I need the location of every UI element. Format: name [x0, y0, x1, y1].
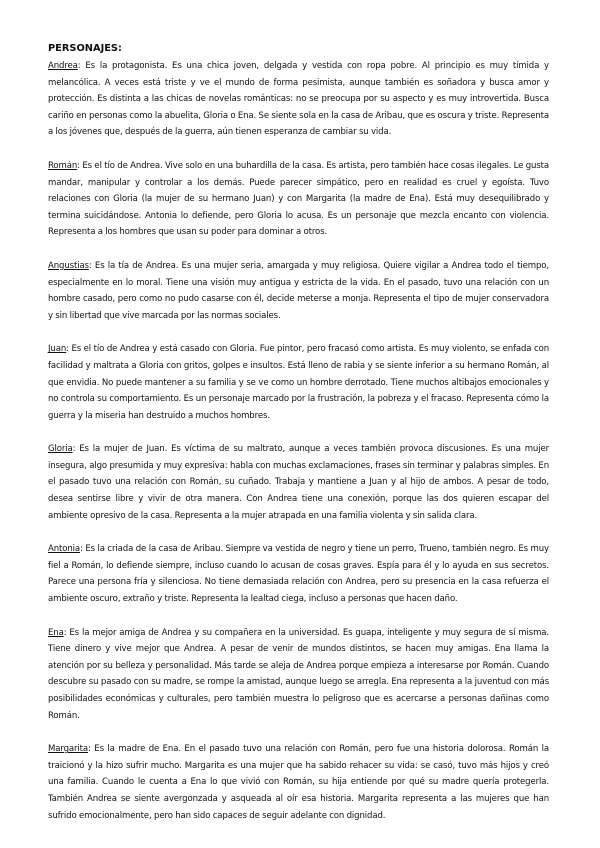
- character-description: : Es la criada de la casa de Aribau. Siempre va vestida de negro y tiene un perro, Trueno, también negro. Es muy fiel a Román, lo defiende siempre, incluso cuando lo acusan de cosas graves. Espía para él y lo ayuda en sus secretos. Parece una persona fría y silenciosa. No tiene demasiada relación con Andrea, pero su presencia en la casa refuerza el ambiente oscuro, extraño y triste. Representa la lealtad ciega, incluso a personas que hacen daño.: [48, 544, 549, 605]
- character-name: Angustias: [48, 260, 89, 271]
- character-paragraph: [48, 258, 549, 324]
- character-entry-antonia: [48, 541, 549, 607]
- character-paragraph: [48, 441, 549, 524]
- character-description: : Es la protagonista. Es una chica joven, delgada y vestida con ropa pobre. Al principio es muy tímida y melancólica. A veces está triste y ve el mundo de forma pesimista, aunque también es soñadora y busca amor y protección. Es distinta a las chicas de novelas románticas: no se preocupa por su aspecto y es muy introvertida. Busca cariño en personas como la abuelita, Gloria o Ena. Se siente sola en la casa de Aribau, que es oscura y triste. Representa a los jóvenes que, después de la guerra, aún tienen esperanza de cambiar su vida.: [48, 61, 549, 138]
- character-entry-gloria: [48, 441, 549, 524]
- character-name: Román: [48, 160, 78, 171]
- character-entry-roman: [48, 158, 549, 241]
- character-paragraph: [48, 158, 549, 241]
- character-name: Antonia: [48, 544, 81, 555]
- character-description: : Es la madre de Ena. En el pasado tuvo una relación con Román, pero fue una historia dolorosa. Román la traicionó y la hizo sufrir mucho. Margarita es una mujer que ha sabido rehacer su vida: se casó, tuvo más hijos y creó una familia. Cuando le cuenta a Ena lo que vivió con Román, su hija entiende por qué su madre quería protegerla. También Andrea se siente avergonzada y asqueada al oír esa historia. Margarita representa a las mujeres que han sufrido emocionalmente, pero han sido capaces de seguir adelante con dignidad.: [48, 744, 549, 821]
- character-paragraph: [48, 58, 549, 141]
- character-entry-andrea: [48, 58, 549, 141]
- character-name: Margarita: [48, 744, 89, 755]
- character-description: : Es la tía de Andrea. Es una mujer seria, amargada y muy religiosa. Quiere vigilar a Andrea todo el tiempo, especialmente en lo moral. Tiene una visión muy antigua y estricta de la vida. En el pasado, tuvo una relación con un hombre casado, pero como no pudo casarse con él, decide meterse a monja. Representa el tipo de mujer conservadora y sin libertad que vive marcada por las normas sociales.: [48, 260, 549, 321]
- character-name: Juan: [48, 344, 67, 355]
- character-name: Ena: [48, 627, 64, 638]
- character-description: : Es la mujer de Juan. Es víctima de su maltrato, aunque a veces también provoca discusiones. Es una mujer insegura, algo presumida y muy expresiva: habla con muchas exclamaciones, frases sin terminar y palabras simples. En el pasado tuvo una relación con Román, su cuñado. Trabaja y mantiene a Juan y al hijo de ambos. A pesar de todo, desea sentirse libre y vivir de otra manera. Con Andrea tiene una conexión, porque las dos quieren escapar del ambiente opresivo de la casa. Representa a la mujer atrapada en una familia violenta y sin salida clara.: [48, 444, 549, 521]
- character-paragraph: [48, 341, 549, 424]
- character-entry-juan: [48, 341, 549, 424]
- character-name: Gloria: [48, 444, 73, 455]
- character-paragraph: [48, 625, 549, 725]
- character-description: : Es el tío de Andrea y está casado con Gloria. Fue pintor, pero fracasó como artista. Es muy violento, se enfada con facilidad y maltrata a Gloria con gritos, golpes e insultos. Está lleno de rabia y se siente inferior a su hermano Román, al que envidia. No puede mantener a su familia y se ve como un hombre derrotado. Tiene muchos altibajos emocionales y no controla su comportamiento. Es un personaje marcado por la frustración, la pobreza y el fracaso. Representa cómo la guerra y la miseria han destruido a muchos hombres.: [48, 344, 549, 421]
- character-description: : Es la mejor amiga de Andrea y su compañera en la universidad. Es guapa, inteligente y muy segura de sí misma. Tiene dinero y vive mejor que Andrea. A pesar de venir de mundos distintos, se hacen muy amigas. Ena llama la atención por su belleza y personalidad. Más tarde se aleja de Andrea porque empieza a interesarse por Román. Cuando descubre su pasado con su madre, se rompe la amistad, aunque luego se arregla. Ena representa a la juventud con más posibilidades económicas y culturales, pero también muestra lo peligroso que es acercarse a personas dañinas como Román.: [48, 627, 549, 721]
- character-description: : Es el tío de Andrea. Vive solo en una buhardilla de la casa. Es artista, pero también hace cosas ilegales. Le gusta mandar, manipular y controlar a los demás. Puede parecer simpático, pero en realidad es cruel y egoísta. Tuvo relaciones con Gloria (la mujer de su hermano Juan) y con Margarita (la madre de Ena). Está muy desequilibrado y termina suicidándose. Antonia lo defiende, pero Gloria lo acusa. Es un personaje que mezcla encanto con violencia. Representa a los hombres que usan su poder para dominar a otros.: [48, 160, 549, 238]
- character-paragraph: [48, 541, 549, 607]
- character-entry-angustias: [48, 258, 549, 324]
- character-name: Andrea: [48, 61, 78, 71]
- character-entry-margarita: [48, 741, 549, 824]
- section-heading: PERSONAJES:: [48, 43, 122, 54]
- character-paragraph: [48, 741, 549, 824]
- character-entry-ena: [48, 625, 549, 725]
